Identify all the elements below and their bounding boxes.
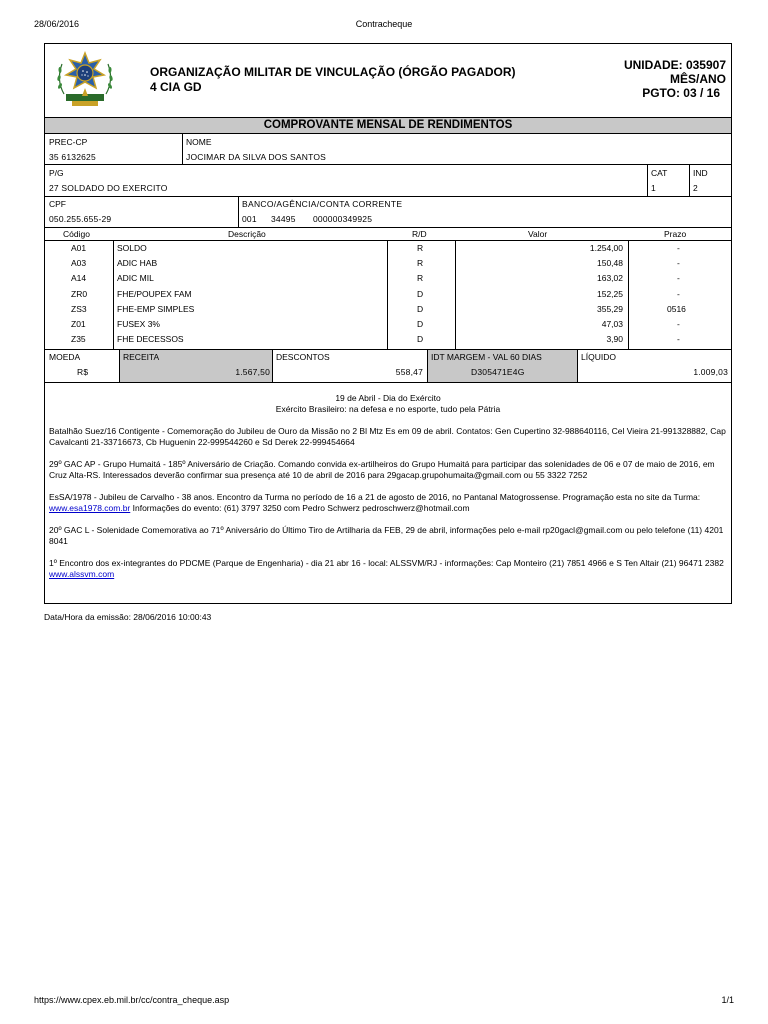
prec-cp-value: 35 6132625 xyxy=(49,152,96,162)
nome-label: NOME xyxy=(186,137,212,147)
table-row: ZS3 FHE-EMP SIMPLES D 355,29 0516 xyxy=(71,304,686,314)
banco-label: BANCO/AGÊNCIA/CONTA CORRENTE xyxy=(242,199,403,209)
table-row: A03 ADIC HAB R 150,48 - xyxy=(71,258,680,268)
agencia-value: 34495 xyxy=(271,214,296,224)
section-title: COMPROVANTE MENSAL DE RENDIMENTOS xyxy=(45,117,731,134)
pg-label: P/G xyxy=(49,168,64,178)
print-title: Contracheque xyxy=(355,19,413,29)
prec-cp-label: PREC-CP xyxy=(49,137,88,147)
print-date: 28/06/2016 xyxy=(34,19,80,29)
receita-label: RECEITA xyxy=(123,352,160,362)
unidade: UNIDADE: 035907 xyxy=(623,58,726,72)
table-row: A14 ADIC MIL R 163,02 - xyxy=(71,273,680,283)
table-row: Z35 FHE DECESSOS D 3,90 - xyxy=(71,334,680,344)
col-valor: Valor xyxy=(528,229,548,239)
table-row: Z01 FUSEX 3% D 47,03 - xyxy=(71,319,680,329)
message-paragraph: 20º GAC L - Solenidade Comemorativa ao 71º Aniversário do Último Tiro de Artilharia da FEB, 29 de abril, informações pelo e-mail rp20gacl@gmail.com ou pelo telefone (11) 4201 8041 xyxy=(49,525,724,546)
message-paragraph: Batalhão Suez/16 Contigente - Comemoração do Jubileu de Ouro da Missão no 2 Bl Mtz Es em 09 de abril. Contatos: Gen Cupertino 32-988640116, Cel Vieira 21-991328882, Cap Cavalcanti 21-33716673, Cb Huguenin 22-999544260 e Sd Derek 22-999454664 xyxy=(49,426,726,447)
moeda-value: R$ xyxy=(77,367,89,377)
message-line-2: Exército Brasileiro: na defesa e no esporte, tudo pela Pátria xyxy=(275,404,501,414)
col-rd: R/D xyxy=(412,229,427,239)
descontos-value: 558,47 xyxy=(395,367,423,377)
alssvm-link[interactable]: www.alssvm.com xyxy=(49,569,115,579)
esa1978-link[interactable]: www.esa1978.com.br xyxy=(49,503,131,513)
cat-value: 1 xyxy=(651,183,656,193)
idt-value: D305471E4G xyxy=(471,367,525,377)
col-prazo: Prazo xyxy=(664,229,687,239)
ind-label: IND xyxy=(693,168,708,178)
coat-of-arms-icon xyxy=(52,50,118,112)
messages-area xyxy=(49,393,727,580)
table-row: A01 SOLDO R 1.254,00 - xyxy=(71,243,680,253)
cpf-label: CPF xyxy=(49,199,66,209)
table-header xyxy=(45,228,731,240)
conta-value: 000000349925 xyxy=(313,214,373,224)
col-codigo: Código xyxy=(63,229,90,239)
descontos-label: DESCONTOS xyxy=(276,352,330,362)
message-line-1: 19 de Abril - Dia do Exército xyxy=(335,393,441,403)
print-page-number: 1/1 xyxy=(721,995,734,1005)
print-url: https://www.cpex.eb.mil.br/cc/contra_cheque.asp xyxy=(34,995,230,1005)
receita-value: 1.567,50 xyxy=(235,367,270,377)
pgto: PGTO: 03 / 16 xyxy=(642,86,720,100)
nome-value: JOCIMAR DA SILVA DOS SANTOS xyxy=(186,152,327,162)
liquido-label: LÍQUIDO xyxy=(581,352,616,362)
cpf-value: 050.255.655-29 xyxy=(49,214,112,224)
liquido-value: 1.009,03 xyxy=(693,367,728,377)
org-name: 4 CIA GD xyxy=(150,80,202,94)
banco-value: 001 xyxy=(242,214,257,224)
idt-label: IDT MARGEM - VAL 60 DIAS xyxy=(431,352,542,362)
message-paragraph: 29º GAC AP - Grupo Humaitá - 185º Aniversário de Criação. Comando convida ex-artilheiros do Grupo Humaitá para participar das solenidades de 06 e 07 de maio de 2016, em Cruz Alta-RS. Interessados deverão confirmar sua presença até 10 de abril de 2016 para 29gacap.grupohumaita@gmail.com ou 55 3322 7252 xyxy=(49,459,715,480)
cat-label: CAT xyxy=(651,168,668,178)
col-descricao: Descrição xyxy=(228,229,266,239)
payslip-frame xyxy=(44,43,732,604)
message-paragraph: 1º Encontro dos ex-integrantes do PDCME (Parque de Engenharia) - dia 21 abr 16 - local: ALSSVM/RJ - informações: Cap Monteiro (21) 7851 4966 e S Ten Altair (21) 96471 2382 www.alssvm.com xyxy=(49,558,724,579)
emission-datetime: Data/Hora da emissão: 28/06/2016 10:00:43 xyxy=(44,612,212,622)
message-paragraph: EsSA/1978 - Jubileu de Carvalho - 38 anos. Encontro da Turma no período de 16 a 21 de agosto de 2016, no Pantanal Matogrossense. Programação esta no site da Turma: www.esa1978.com.br Informações do evento: (61) 3797 3250 com Pedro Schwerz pedroschwerz@hotmail.com xyxy=(49,492,701,513)
table-row: ZR0 FHE/POUPEX FAM D 152,25 - xyxy=(71,289,680,299)
moeda-label: MOEDA xyxy=(49,352,81,362)
pg-value: 27 SOLDADO DO EXERCITO xyxy=(49,183,168,193)
org-title: ORGANIZAÇÃO MILITAR DE VINCULAÇÃO (ÓRGÃO PAGADOR) xyxy=(150,65,516,79)
ind-value: 2 xyxy=(693,183,698,193)
mes-ano-label: MÊS/ANO xyxy=(669,72,726,86)
